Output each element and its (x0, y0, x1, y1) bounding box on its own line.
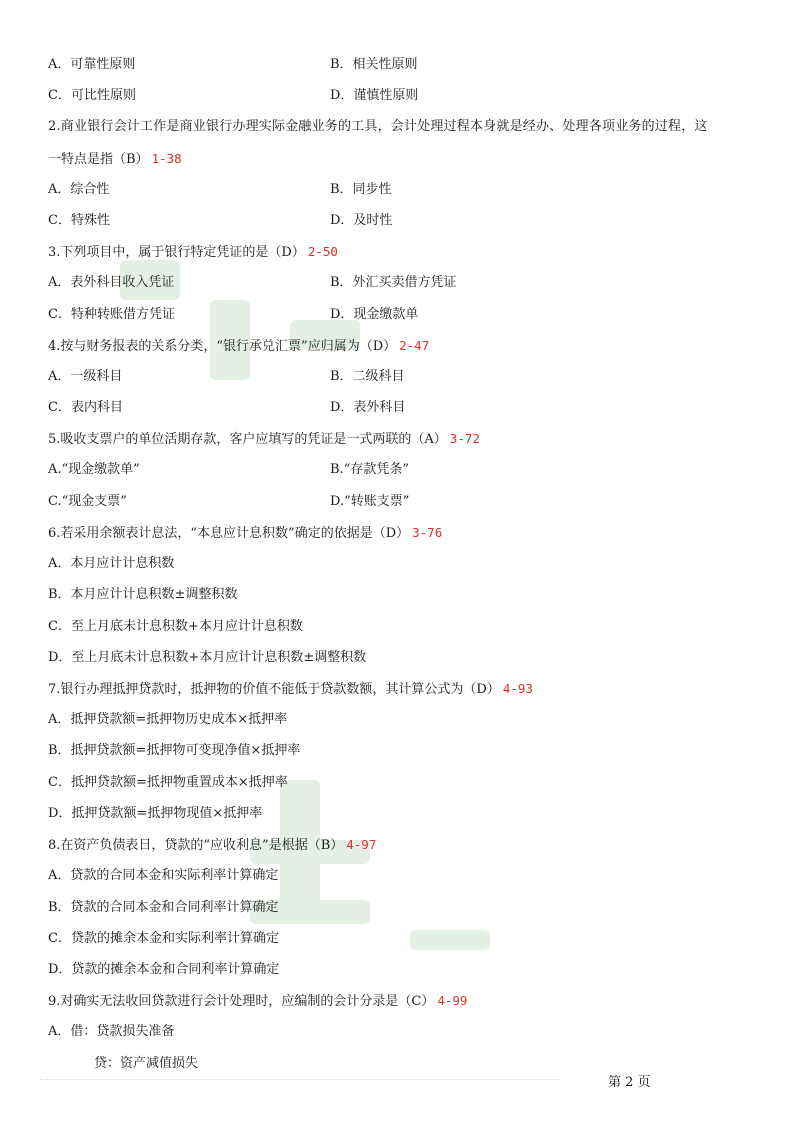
q4-stem: 4.按与财务报表的关系分类，“银行承兑汇票”应归属为（D） (48, 339, 397, 354)
q2-stem-end: 一特点是指（B） (48, 152, 149, 167)
q2-reference: 1-38 (151, 151, 182, 166)
q8-reference: 4-97 (346, 837, 377, 852)
q5-option-b: B.“存款凭条” (330, 462, 409, 477)
q6-reference: 3-76 (412, 525, 443, 540)
q1-option-a: A．可靠性原则 (48, 57, 136, 72)
q5-text (48, 430, 480, 448)
q7-reference: 4-93 (502, 681, 533, 696)
q1-option-d: D．谨慎性原则 (330, 88, 419, 103)
q6-option-a: A．本月应计计息积数 (48, 556, 175, 571)
footer-divider (40, 1079, 560, 1081)
q9-option-a-credit: 贷：资产减值损失 (94, 1056, 199, 1071)
q7-option-b: B．抵押贷款额=抵押物可变现净值×抵押率 (48, 743, 301, 758)
q8-option-a: A．贷款的合同本金和实际利率计算确定 (48, 868, 279, 883)
q3-option-b: B．外汇买卖借方凭证 (330, 275, 457, 290)
q1-option-b: B．相关性原则 (330, 57, 418, 72)
q8-stem: 8.在资产负债表日，贷款的“应收利息”是根据（B） (48, 838, 344, 853)
q2-text-line2 (48, 150, 182, 168)
q4-text (48, 337, 429, 355)
q2-option-d: D．及时性 (330, 213, 393, 228)
q5-option-d: D.“转账支票” (330, 494, 410, 509)
q4-option-c: C．表内科目 (48, 400, 123, 415)
q4-option-d: D．表外科目 (330, 400, 406, 415)
q9-reference: 4-99 (437, 993, 468, 1008)
q6-text (48, 524, 442, 542)
q3-stem: 3.下列项目中，属于银行特定凭证的是（D） (48, 245, 305, 260)
q2-option-b: B．同步性 (330, 182, 392, 197)
q2-option-c: C．特殊性 (48, 213, 110, 228)
q8-option-d: D．贷款的摊余本金和合同利率计算确定 (48, 962, 280, 977)
q7-text (48, 680, 533, 698)
q8-option-b: B．贷款的合同本金和合同利率计算确定 (48, 900, 279, 915)
q1-option-c: C．可比性原则 (48, 88, 136, 103)
q7-stem: 7.银行办理抵押贷款时，抵押物的价值不能低于贷款数额，其计算公式为（D） (48, 682, 500, 697)
q2-text-line1: 2.商业银行会计工作是商业银行办理实际金融业务的工具，会计处理过程本身就是经办、处理各项业务的过程，这 (48, 119, 708, 134)
q3-option-a: A．表外科目收入凭证 (48, 275, 175, 290)
q3-option-d: D．现金缴款单 (330, 307, 419, 322)
q2-option-a: A．综合性 (48, 182, 110, 197)
q3-option-c: C．特种转账借方凭证 (48, 307, 175, 322)
q5-stem: 5.吸收支票户的单位活期存款，客户应填写的凭证是一式两联的（A） (48, 432, 447, 447)
q4-option-b: B．二级科目 (330, 369, 405, 384)
q4-reference: 2-47 (399, 338, 430, 353)
q5-reference: 3-72 (449, 431, 480, 446)
q9-text (48, 992, 467, 1010)
q6-stem: 6.若采用余额表计息法，“本息应计息积数”确定的依据是（D） (48, 526, 410, 541)
q6-option-c: C．至上月底未计息积数+本月应计计息积数 (48, 619, 303, 634)
q8-option-c: C．贷款的摊余本金和实际利率计算确定 (48, 931, 279, 946)
page-number: 第 2 页 (608, 1075, 651, 1090)
q4-option-a: A．一级科目 (48, 369, 123, 384)
q3-reference: 2-50 (307, 244, 338, 259)
q3-text (48, 243, 338, 261)
q9-stem: 9.对确实无法收回贷款进行会计处理时，应编制的会计分录是（C） (48, 994, 435, 1009)
q5-option-c: C.“现金支票” (48, 494, 127, 509)
q7-option-d: D．抵押贷款额=抵押物现值×抵押率 (48, 806, 263, 821)
q8-text (48, 836, 376, 854)
q7-option-c: C．抵押贷款额=抵押物重置成本×抵押率 (48, 775, 288, 790)
q5-option-a: A.“现金缴款单” (48, 462, 140, 477)
q6-option-d: D．至上月底未计息积数+本月应计计息积数±调整积数 (48, 650, 367, 665)
q6-option-b: B．本月应计计息积数±调整积数 (48, 587, 238, 602)
q9-option-a-debit: A．借：贷款损失准备 (48, 1024, 175, 1039)
q7-option-a: A．抵押贷款额=抵押物历史成本×抵押率 (48, 712, 288, 727)
